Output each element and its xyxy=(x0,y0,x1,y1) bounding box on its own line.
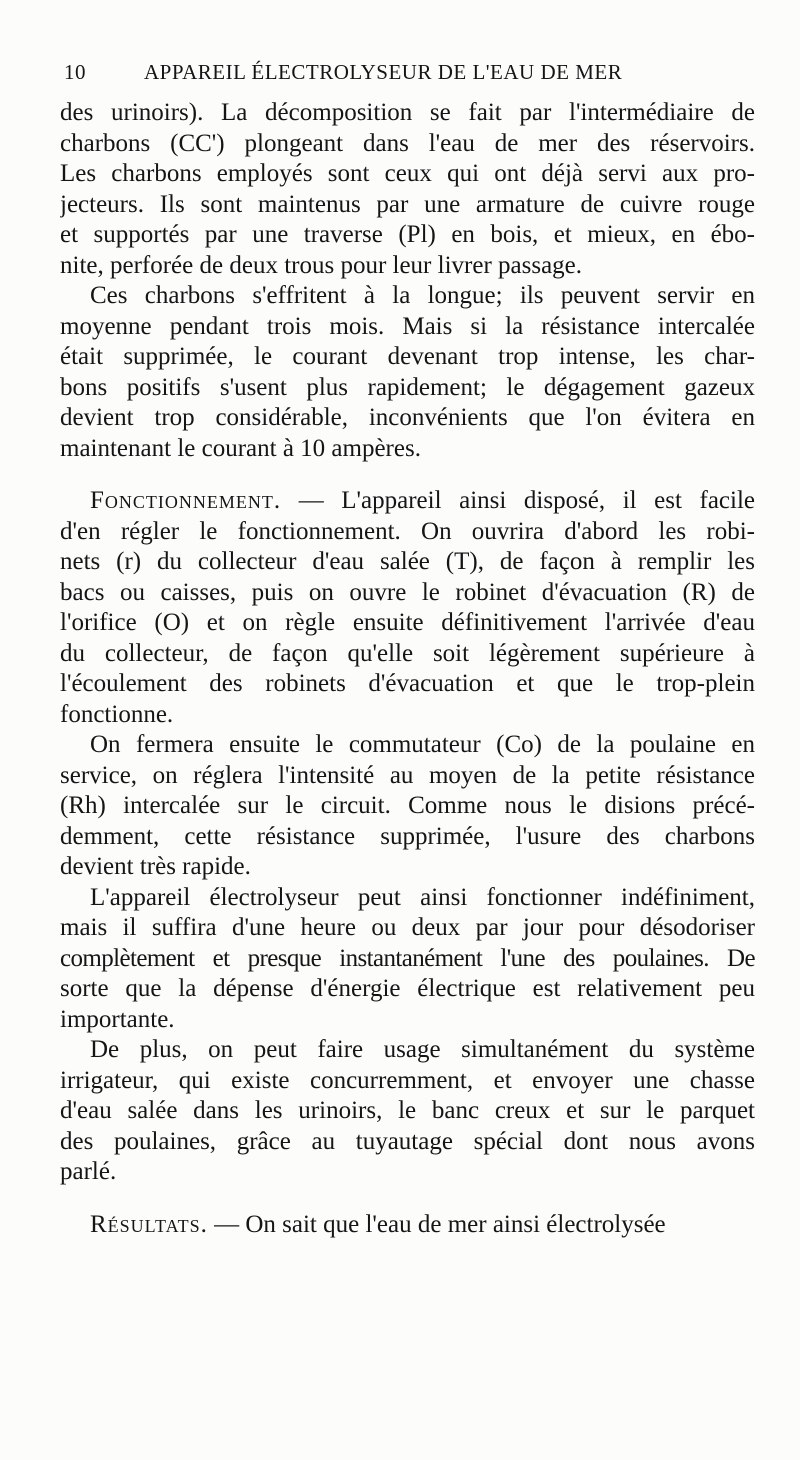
text-line: Les charbons employés sont ceux qui ont déjà servi aux pro- xyxy=(60,160,755,187)
text-line: (Rh) intercalée sur le circuit. Comme nous le disions précé- xyxy=(60,792,755,819)
text-line: des urinoirs). La décomposition se fait par l'intermédiaire de xyxy=(60,99,755,126)
text-line: maintenant le courant à 10 ampères. xyxy=(60,434,421,462)
body-text xyxy=(60,98,755,1240)
text-line: parlé. xyxy=(60,1158,117,1185)
text-line xyxy=(60,486,755,517)
page-number: 10 xyxy=(64,60,86,84)
text-line: devient trop considérable, inconvénients que l'on évitera en xyxy=(60,404,755,431)
text-line: sorte que la dépense d'énergie électrique est relativement peu xyxy=(60,975,755,1002)
text-line: nets (r) du collecteur d'eau salée (T), de façon à remplir les xyxy=(60,548,755,575)
text-line: fonctionne. xyxy=(60,700,174,728)
text-run: — L'appareil ainsi disposé, il est facile xyxy=(281,487,755,514)
section-gap xyxy=(60,1188,755,1210)
text-line: des poulaines, grâce au tuyautage spécial dont nous avons xyxy=(60,1127,755,1155)
text-line: nite, perforée de deux trous pour leur livrer passage. xyxy=(60,251,583,279)
text-line: l'écoulement des robinets d'évacuation et que le trop-plein xyxy=(60,670,755,697)
section-heading: Résultats. xyxy=(90,1210,208,1238)
text-line: irrigateur, qui existe concurremment, et envoyer une chasse xyxy=(60,1066,755,1094)
running-title: APPAREIL ÉLECTROLYSEUR DE L'EAU DE MER xyxy=(144,60,623,84)
text-line: d'en régler le fonctionnement. On ouvrira d'abord les robi- xyxy=(60,517,755,545)
text-line: Ces charbons s'effritent à la longue; ils peuvent servir en xyxy=(90,282,755,309)
text-line: du collecteur, de façon qu'elle soit légèrement supérieure à xyxy=(60,639,755,667)
text-line: charbons (CC') plongeant dans l'eau de mer des réservoirs. xyxy=(60,129,755,157)
text-line: d'eau salée dans les urinoirs, le banc creux et sur le parquet xyxy=(60,1097,755,1124)
text-line: complètement et presque instantanément l'une des poulaines. De xyxy=(60,944,755,972)
running-header xyxy=(64,58,748,86)
text-line: l'orifice (O) et on règle ensuite définitivement l'arrivée d'eau xyxy=(60,609,755,636)
text-line: devient très rapide. xyxy=(60,853,251,880)
text-line: bacs ou caisses, puis on ouvre le robinet d'évacuation (R) de xyxy=(60,578,755,606)
text-line: demment, cette résistance supprimée, l'usure des charbons xyxy=(60,822,755,850)
text-line: service, on réglera l'intensité au moyen de la petite résistance xyxy=(60,761,755,789)
text-line xyxy=(60,1210,755,1241)
text-line: De plus, on peut faire usage simultanément du système xyxy=(90,1036,755,1063)
text-line: mais il suffira d'une heure ou deux par jour pour désodoriser xyxy=(60,914,755,941)
section-heading: Fonctionnement. xyxy=(90,487,282,514)
text-line: jecteurs. Ils sont maintenus par une armature de cuivre rouge xyxy=(60,190,755,218)
text-line: L'appareil électrolyseur peut ainsi fonctionner indéfiniment, xyxy=(90,883,755,911)
text-line: était supprimée, le courant devenant trop intense, les char- xyxy=(60,343,755,370)
text-line: bons positifs s'usent plus rapidement; le dégagement gazeux xyxy=(60,373,755,401)
text-line: On fermera ensuite le commutateur (Co) de la poulaine en xyxy=(90,731,755,758)
text-run: — On sait que l'eau de mer ainsi électrolysée xyxy=(207,1210,666,1238)
text-line: et supportés par une traverse (Pl) en bois, et mieux, en ébo- xyxy=(60,221,755,248)
text-line: moyenne pendant trois mois. Mais si la résistance intercalée xyxy=(60,312,755,340)
section-gap xyxy=(60,464,755,486)
text-line: importante. xyxy=(60,1005,175,1033)
